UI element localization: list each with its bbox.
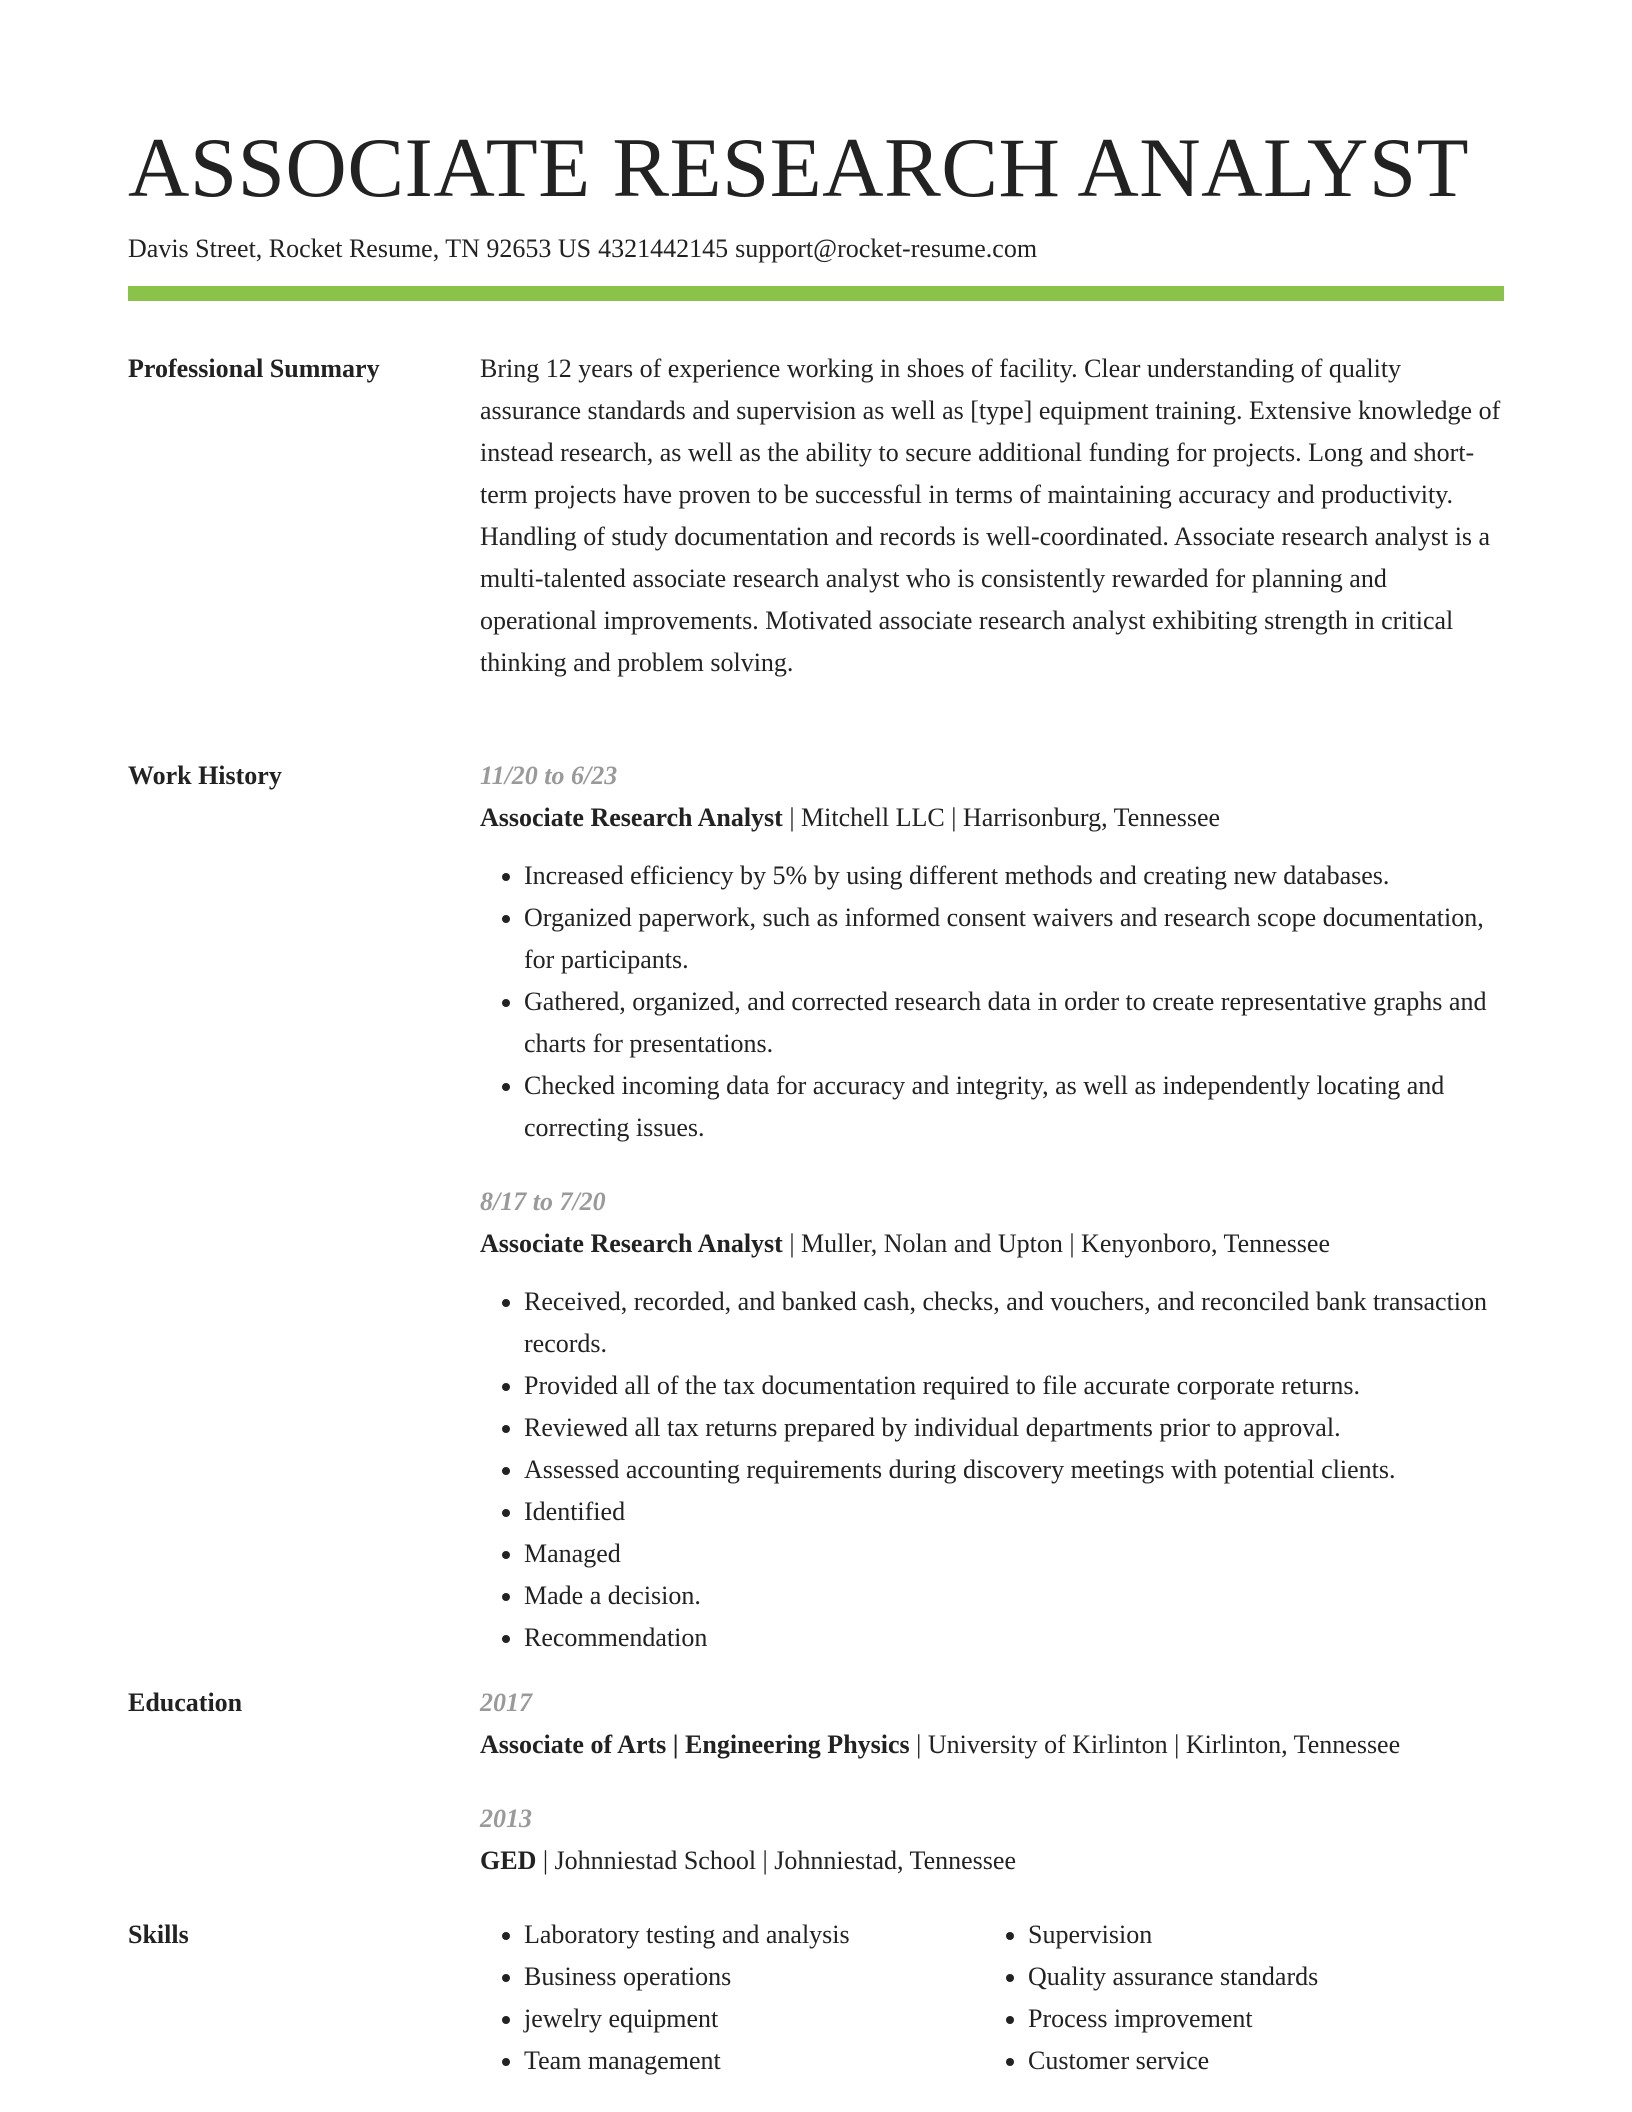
skill-item: • Business operations bbox=[524, 1956, 984, 1998]
job-bullet-list bbox=[480, 1281, 1504, 1659]
education-line bbox=[480, 1724, 1504, 1766]
section-title-work-history: Work History bbox=[128, 761, 282, 790]
job-bullet: • Gathered, organized, and corrected research data in order to create representative graphs and charts for presentations. bbox=[524, 981, 1504, 1065]
job-bullet: • Organized paperwork, such as informed consent waivers and research scope documentation, for participants. bbox=[524, 897, 1504, 981]
education-degree: Associate of Arts | Engineering Physics bbox=[480, 1730, 910, 1759]
education-body bbox=[480, 1682, 1504, 1882]
job-bullet: • Recommendation bbox=[524, 1617, 1504, 1659]
job-title: Associate Research Analyst bbox=[480, 803, 783, 832]
contact-phone: 4321442145 bbox=[598, 234, 729, 263]
job-bullet: • Received, recorded, and banked cash, checks, and vouchers, and reconciled bank transaction records. bbox=[524, 1281, 1504, 1365]
accent-divider bbox=[128, 286, 1504, 301]
job-bullet: • Provided all of the tax documentation required to file accurate corporate returns. bbox=[524, 1365, 1504, 1407]
education-degree: GED bbox=[480, 1846, 537, 1875]
job-bullet: • Assessed accounting requirements during discovery meetings with potential clients. bbox=[524, 1449, 1504, 1491]
resume-name-heading: ASSOCIATE RESEARCH ANALYST bbox=[128, 121, 1470, 215]
job-details: | Muller, Nolan and Upton | Kenyonboro, Tennessee bbox=[782, 1229, 1331, 1258]
skill-item: • Customer service bbox=[1028, 2040, 1488, 2082]
skill-item: • Process improvement bbox=[1028, 1998, 1488, 2040]
skill-item: • jewelry equipment bbox=[524, 1998, 984, 2040]
education-details: | Johnniestad School | Johnniestad, Tennessee bbox=[536, 1846, 1016, 1875]
job-bullet-list bbox=[480, 855, 1504, 1149]
contact-email: support@rocket-resume.com bbox=[735, 234, 1038, 263]
summary-text: Bring 12 years of experience working in shoes of facility. Clear understanding of quality assurance standards and supervision as well as [type] equipment training. Extensive knowledge of instead research, as well as the ability to secure additional funding for projects. Long and short-term projects have proven to be successful in terms of maintaining accuracy and productivity. Handling of study documentation and records is well-coordinated. Associate research analyst is a multi-talented associate research analyst who is consistently rewarded for planning and operational improvements. Motivated associate research analyst exhibiting strength in critical thinking and problem solving. bbox=[480, 354, 1501, 677]
education-year: 2017 bbox=[480, 1688, 532, 1717]
job-entry bbox=[480, 1181, 1504, 1659]
skill-item: • Laboratory testing and analysis bbox=[524, 1914, 984, 1956]
skills-body bbox=[480, 1914, 1504, 2082]
education-year: 2013 bbox=[480, 1804, 532, 1833]
summary-body bbox=[480, 348, 1504, 684]
section-title-summary: Professional Summary bbox=[128, 354, 380, 383]
contact-line bbox=[128, 230, 1044, 268]
job-bullet: • Identified bbox=[524, 1491, 1504, 1533]
job-bullet: • Increased efficiency by 5% by using different methods and creating new databases. bbox=[524, 855, 1504, 897]
section-title-skills: Skills bbox=[128, 1920, 189, 1949]
job-bullet: • Checked incoming data for accuracy and integrity, as well as independently locating and correcting issues. bbox=[524, 1065, 1504, 1149]
skills-columns bbox=[480, 1914, 1504, 2082]
skill-item: • Quality assurance standards bbox=[1028, 1956, 1488, 1998]
job-role-line bbox=[480, 1223, 1504, 1265]
job-dates: 8/17 to 7/20 bbox=[480, 1187, 606, 1216]
job-entry bbox=[480, 755, 1504, 1149]
skills-list-right bbox=[984, 1914, 1488, 2082]
job-bullet: • Made a decision. bbox=[524, 1575, 1504, 1617]
job-role-line bbox=[480, 797, 1504, 839]
skills-list-left bbox=[480, 1914, 984, 2082]
education-entry bbox=[480, 1798, 1504, 1882]
contact-address: Davis Street, Rocket Resume, TN 92653 US bbox=[128, 234, 592, 263]
skill-item: • Team management bbox=[524, 2040, 984, 2082]
education-line bbox=[480, 1840, 1504, 1882]
job-bullet: • Managed bbox=[524, 1533, 1504, 1575]
job-bullet: • Reviewed all tax returns prepared by individual departments prior to approval. bbox=[524, 1407, 1504, 1449]
skill-item: • Supervision bbox=[1028, 1914, 1488, 1956]
job-dates: 11/20 to 6/23 bbox=[480, 761, 618, 790]
work-history-body bbox=[480, 755, 1504, 1659]
job-details: | Mitchell LLC | Harrisonburg, Tennessee bbox=[782, 803, 1221, 832]
section-title-education: Education bbox=[128, 1688, 243, 1717]
education-details: | University of Kirlinton | Kirlinton, Tennessee bbox=[909, 1730, 1401, 1759]
education-entry bbox=[480, 1682, 1504, 1766]
job-title: Associate Research Analyst bbox=[480, 1229, 783, 1258]
